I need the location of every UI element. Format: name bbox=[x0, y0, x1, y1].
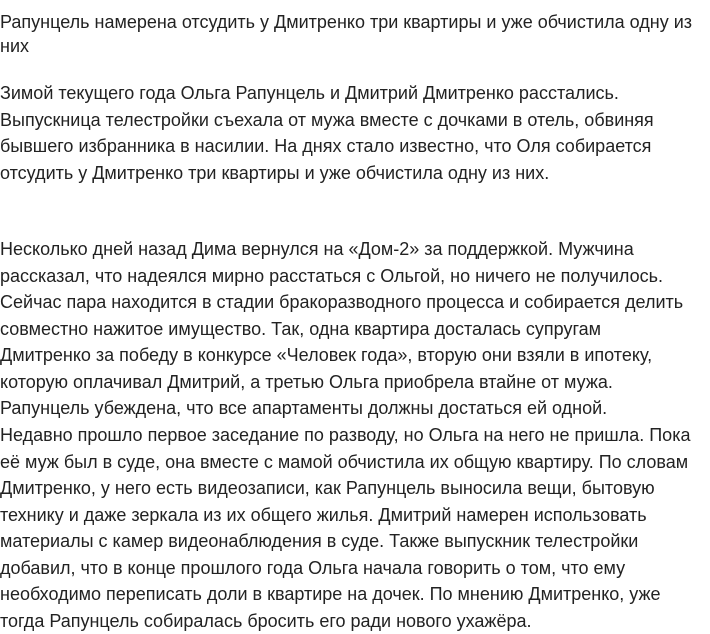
paragraph-line: Дмитренко за победу в конкурсе «Человек года», вторую они взяли в ипотеку, bbox=[0, 342, 700, 369]
article-paragraph-3 bbox=[0, 422, 700, 634]
paragraph-line: Зимой текущего года Ольга Рапунцель и Дмитрий Дмитренко расстались. bbox=[0, 80, 700, 107]
headline-line: них bbox=[0, 34, 708, 58]
article-headline bbox=[0, 0, 708, 58]
headline-line: Рапунцель намерена отсудить у Дмитренко три квартиры и уже обчистила одну из bbox=[0, 10, 708, 34]
paragraph-line: Несколько дней назад Дима вернулся на «Дом-2» за поддержкой. Мужчина bbox=[0, 236, 700, 263]
paragraph-line: добавил, что в конце прошлого года Ольга начала говорить о том, что ему bbox=[0, 555, 700, 582]
paragraph-line: Недавно прошло первое заседание по разводу, но Ольга на него не пришла. Пока bbox=[0, 422, 700, 449]
paragraph-line: отсудить у Дмитренко три квартиры и уже обчистила одну из них. bbox=[0, 160, 700, 187]
paragraph-line: рассказал, что надеялся мирно расстаться с Ольгой, но ничего не получилось. bbox=[0, 263, 700, 290]
paragraph-line: необходимо переписать доли в квартире на дочек. По мнению Дмитренко, уже bbox=[0, 581, 700, 608]
article-paragraph-1 bbox=[0, 80, 700, 186]
paragraph-line: Выпускница телестройки съехала от мужа вместе с дочками в отель, обвиняя bbox=[0, 107, 700, 134]
article-paragraph-2 bbox=[0, 236, 700, 422]
paragraph-line: которую оплачивал Дмитрий, а третью Ольга приобрела втайне от мужа. bbox=[0, 369, 700, 396]
paragraph-line: совместно нажитое имущество. Так, одна квартира досталась супругам bbox=[0, 316, 700, 343]
paragraph-line: материалы с камер видеонаблюдения в суде. Также выпускник телестройки bbox=[0, 528, 700, 555]
paragraph-line: технику и даже зеркала из их общего жилья. Дмитрий намерен использовать bbox=[0, 502, 700, 529]
paragraph-line: её муж был в суде, она вместе с мамой обчистила их общую квартиру. По словам bbox=[0, 449, 700, 476]
paragraph-line: тогда Рапунцель собиралась бросить его ради нового ухажёра. bbox=[0, 608, 700, 634]
paragraph-line: Сейчас пара находится в стадии бракоразводного процесса и собирается делить bbox=[0, 289, 700, 316]
article bbox=[0, 0, 708, 58]
paragraph-line: Рапунцель убеждена, что все апартаменты должны достаться ей одной. bbox=[0, 395, 700, 422]
paragraph-line: бывшего избранника в насилии. На днях стало известно, что Оля собирается bbox=[0, 133, 700, 160]
paragraph-line: Дмитренко, у него есть видеозаписи, как Рапунцель выносила вещи, бытовую bbox=[0, 475, 700, 502]
